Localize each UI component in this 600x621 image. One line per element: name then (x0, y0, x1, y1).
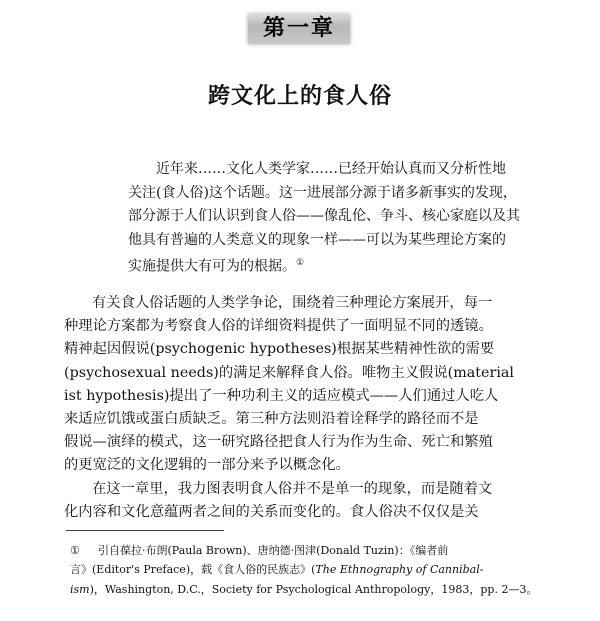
footnote-divider (66, 530, 224, 531)
epigraph-line: 部分源于人们认识到食人俗——像乱伦、争斗、核心家庭以及其 (128, 208, 520, 225)
epigraph-line: 他具有普遍的人类意义的现象一样——可以为某些理论方案的 (128, 231, 506, 248)
paragraph-line: ist hypothesis)提出了一种功利主义的适应模式——人们通过人吃人 (64, 387, 499, 404)
paragraph-line: 假说—演绎的模式，这一研究路径把食人行为作为生命、死亡和繁殖 (64, 434, 493, 451)
chapter-number: 第一章 (262, 16, 335, 41)
chapter-title: 跨文化上的食人俗 (207, 84, 392, 109)
paragraph-line: 有关食人俗话题的人类学争论，围绕着三种理论方案展开，每一 (92, 295, 493, 311)
paragraph-line: (psychosexual needs)的满足来解释食人俗。唯物主义假说(material (64, 364, 514, 381)
epigraph-line: 关注(食人俗)这个话题。这一进展部分源于诸多新事实的发现， (128, 184, 517, 201)
paragraph-line: 的更宽泛的文化逻辑的一部分来予以概念化。 (64, 457, 350, 474)
paragraph-line: 来适应饥饿或蛋白质缺乏。第三种方法则沿着诠释学的路径而不是 (64, 410, 479, 427)
footnote-reference: ① (296, 258, 305, 269)
footnote (70, 541, 600, 599)
paragraph-line: 精神起因假说(psychogenic hypotheses)根据某些精神性欲的需要 (64, 341, 495, 358)
footnote-marker: ① (70, 544, 80, 557)
body-text (64, 292, 600, 524)
footnote-line: ① 引自葆拉·布朗(Paula Brown)、唐纳德·图津(Donald Tuzin)：《编者前 (70, 541, 600, 560)
epigraph-line: 近年来……文化人类学家……已经开始认真而又分析性地 (156, 161, 506, 177)
footnote-line: ism)，Washington, D.C.，Society for Psychological Anthropology，1983，pp. 2—3。 (70, 582, 538, 596)
epigraph (128, 158, 596, 276)
paragraph-line: 化内容和文化意蕴两者之间的关系而变化的。食人俗决不仅仅是关 (64, 503, 479, 520)
footnote-line: 言》(Editor's Preface)，载《食人俗的民族志》(The Ethnography of Cannibal- (70, 563, 484, 577)
paragraph-line: 种理论方案都为考察食人俗的详细资料提供了一面明显不同的透镜。 (64, 318, 493, 335)
paragraph-line: 在这一章里，我力图表明食人俗并不是单一的现象，而是随着文 (92, 480, 493, 497)
epigraph-line: 实施提供大有可为的根据。① (128, 258, 305, 276)
